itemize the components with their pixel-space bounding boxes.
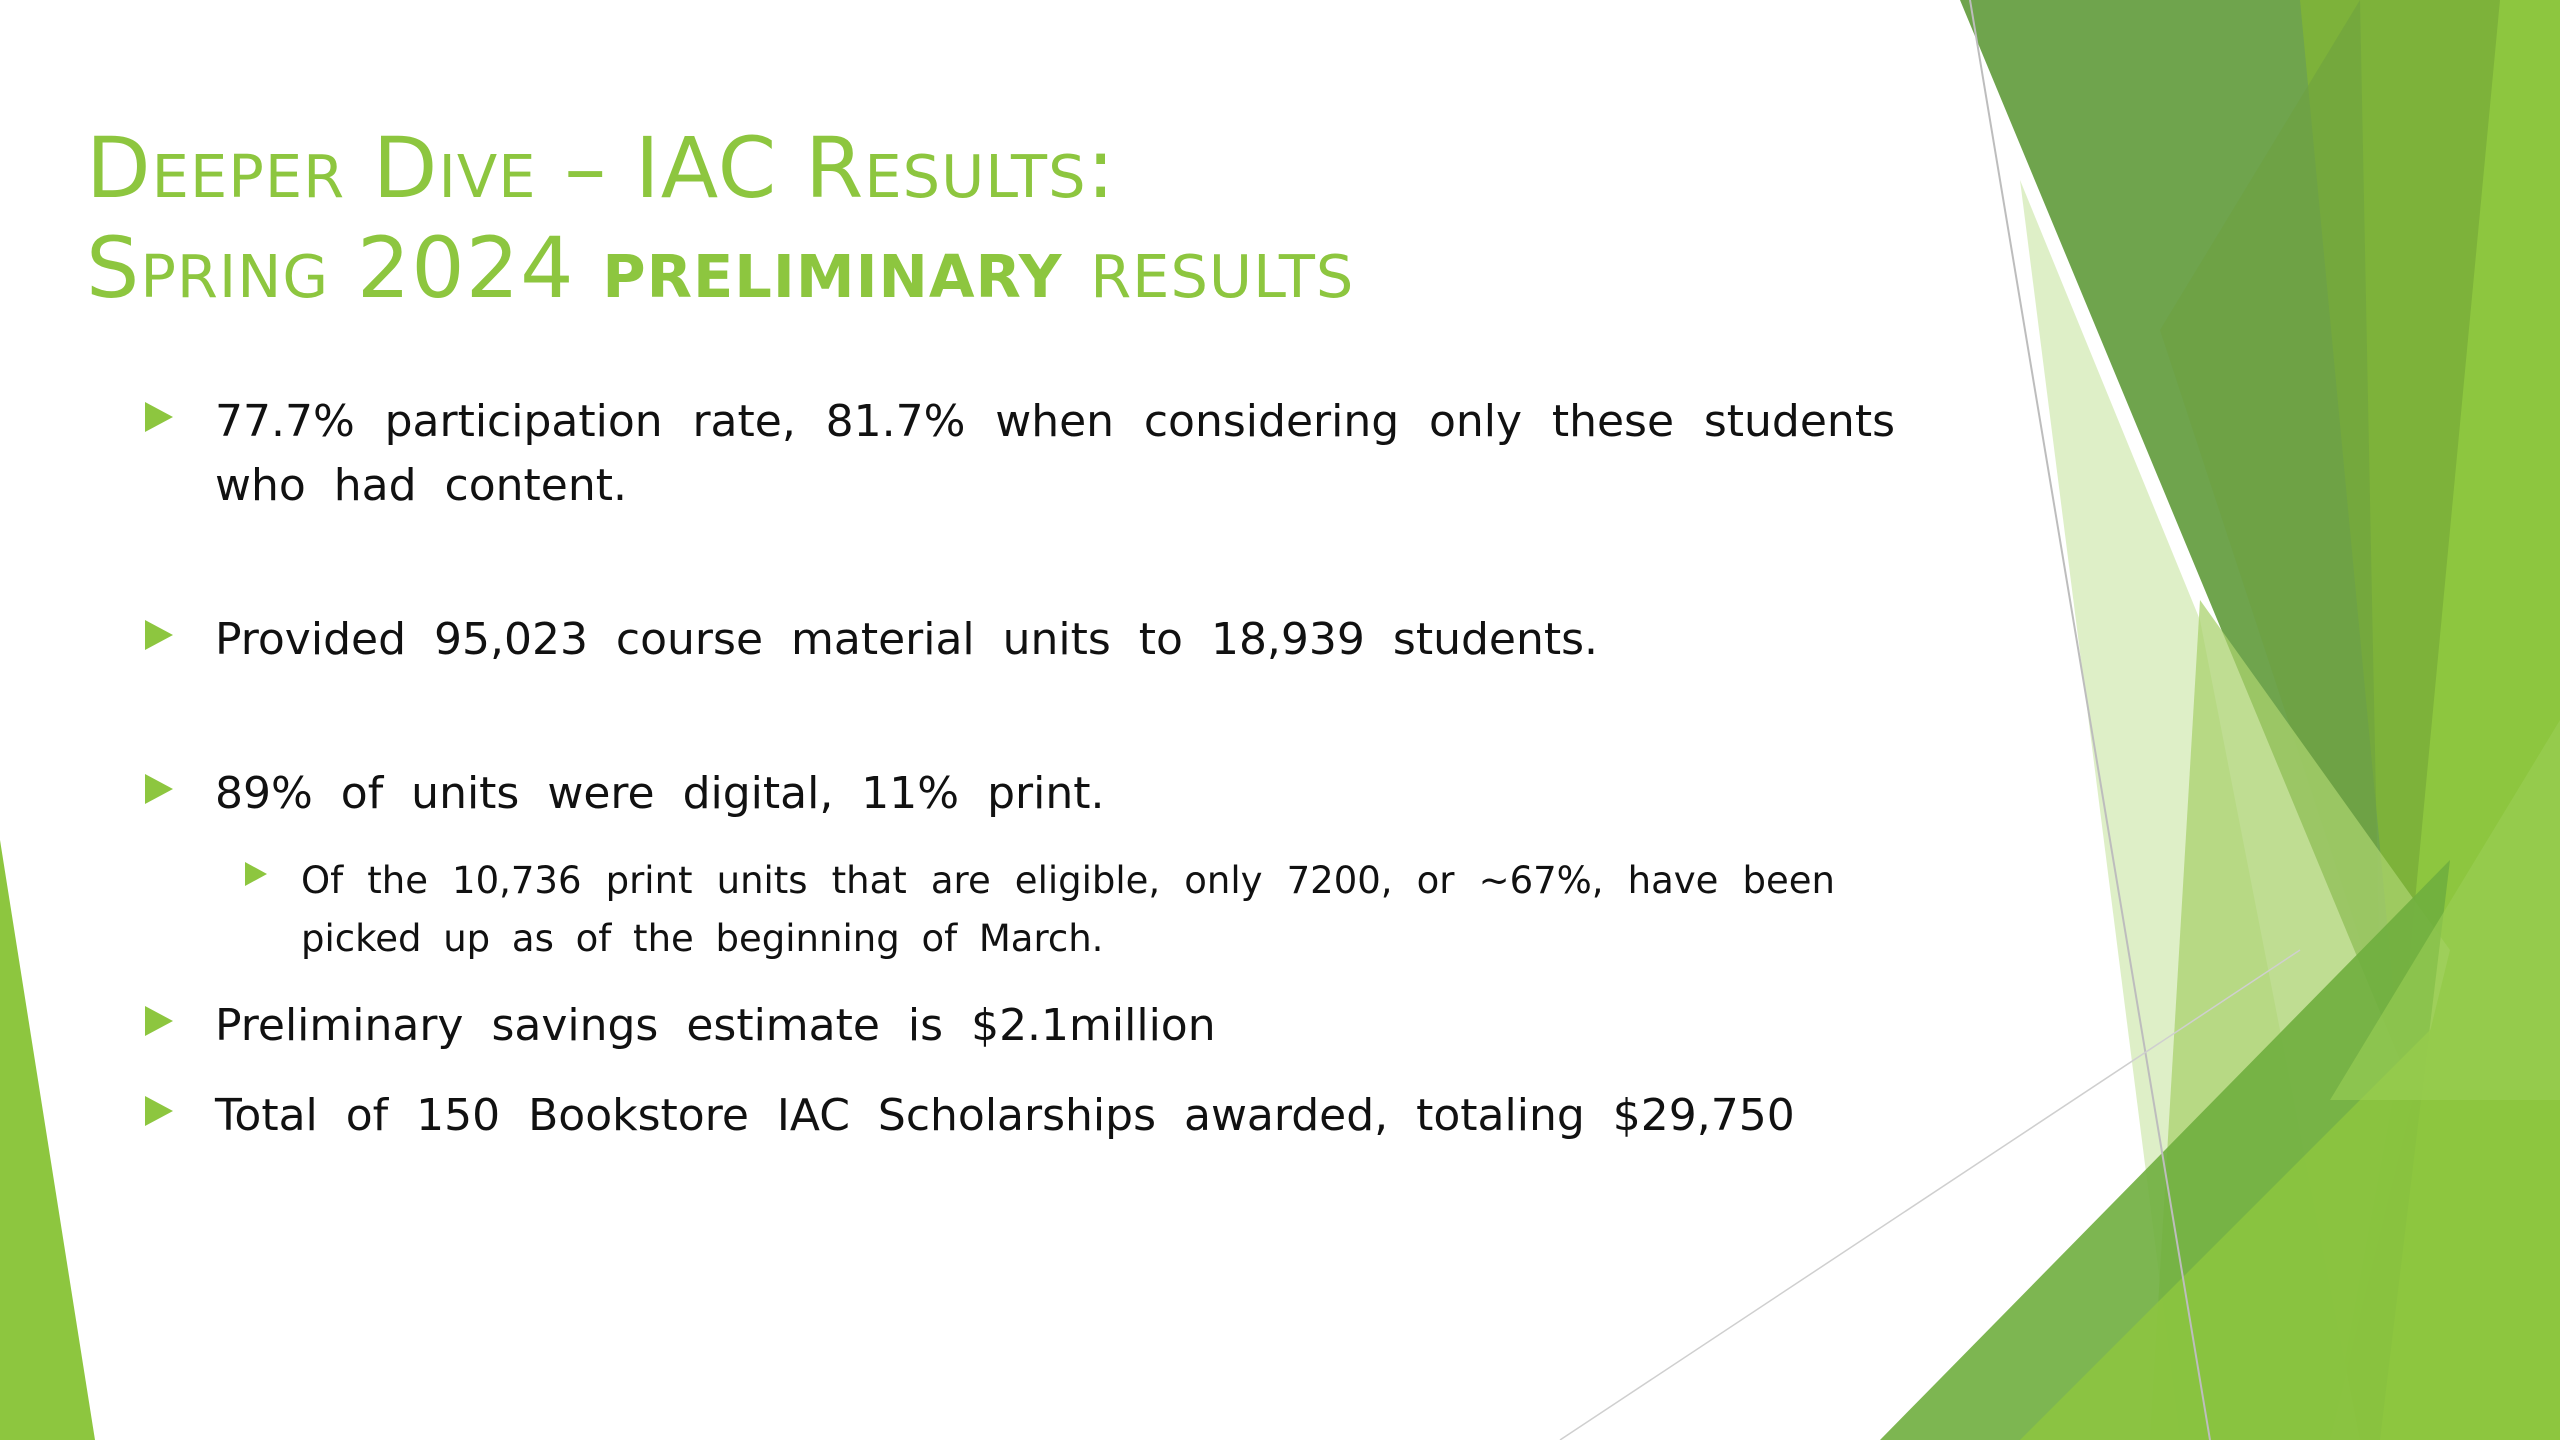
triangle-right-icon bbox=[145, 1096, 173, 1126]
slide-title bbox=[86, 118, 1786, 318]
bullet-text: Total of 150 Bookstore IAC Scholarships awarded, totaling $29,750 bbox=[215, 1090, 1795, 1141]
title-line-1: Deeper Dive – IAC Results: bbox=[86, 119, 1116, 217]
title-line-2-bold: preliminary bbox=[602, 219, 1063, 317]
left-green-shape bbox=[0, 840, 95, 1440]
list-item bbox=[145, 1084, 1895, 1148]
bullet-text: 89% of units were digital, 11% print. bbox=[215, 768, 1105, 819]
triangle-right-icon bbox=[145, 402, 173, 432]
bullet-text: Provided 95,023 course material units to 18,939 students. bbox=[215, 614, 1599, 665]
list-item bbox=[145, 390, 1895, 518]
bullet-text: 77.7% participation rate, 81.7% when considering only these students who had content. bbox=[215, 396, 1895, 511]
triangle-right-icon bbox=[145, 774, 173, 804]
triangle-right-icon bbox=[145, 1006, 173, 1036]
bullet-text: Preliminary savings estimate is $2.1million bbox=[215, 1000, 1216, 1051]
list-item bbox=[145, 608, 1895, 672]
list-item bbox=[145, 762, 1895, 826]
title-line-2-suffix: results bbox=[1090, 219, 1355, 317]
bullet-text: Of the 10,736 print units that are eligible, only 7200, or ~67%, have been picked up as of the beginning of March. bbox=[301, 859, 1835, 960]
triangle-right-icon bbox=[245, 862, 267, 886]
title-line-2-prefix: Spring 2024 bbox=[86, 219, 575, 317]
title-line-2 bbox=[86, 218, 1786, 318]
list-item bbox=[145, 994, 1895, 1058]
list-item-sub bbox=[245, 852, 1835, 968]
triangle-right-icon bbox=[145, 620, 173, 650]
